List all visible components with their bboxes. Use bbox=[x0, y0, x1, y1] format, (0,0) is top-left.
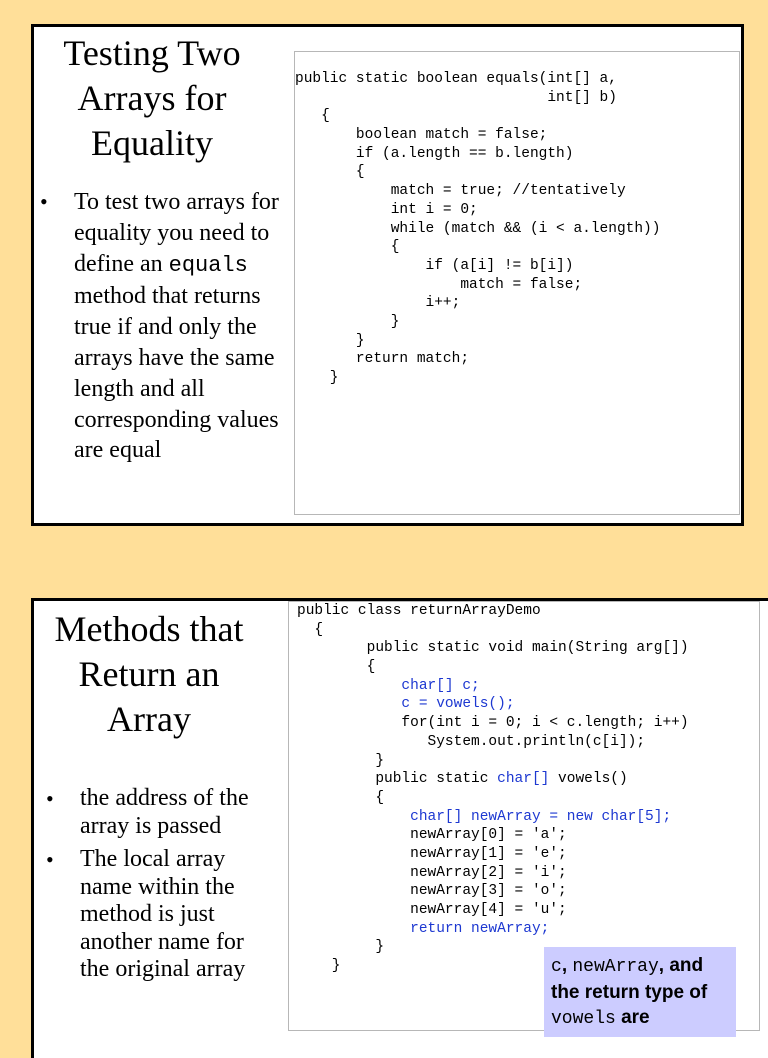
code-line: { bbox=[295, 239, 400, 256]
code-line: } bbox=[295, 313, 400, 330]
slide2-bullet bbox=[46, 785, 251, 840]
code-line: newArray[1] = 'e'; bbox=[297, 845, 567, 862]
code-line: i++; bbox=[295, 295, 461, 312]
slide1-bullet bbox=[40, 187, 292, 466]
code-line: public static boolean equals(int[] a, bbox=[295, 71, 617, 87]
code-line: } bbox=[297, 958, 341, 975]
code-line: int i = 0; bbox=[295, 201, 478, 218]
slide2-title-line2: Return an bbox=[78, 654, 220, 694]
slide1-title-line3: Equality bbox=[91, 123, 213, 163]
code-line: { bbox=[295, 108, 330, 125]
code-line: if (a.length == b.length) bbox=[295, 145, 574, 162]
callout-code-newarray: newArray bbox=[572, 957, 659, 977]
code-line: { bbox=[297, 621, 324, 638]
code-line: if (a[i] != b[i]) bbox=[295, 257, 574, 274]
code-line: newArray[3] = 'o'; bbox=[297, 883, 567, 900]
slide2-title bbox=[36, 607, 262, 742]
bullet-dot-icon: • bbox=[46, 786, 54, 811]
callout-code-c: c bbox=[551, 957, 562, 977]
code-line: return match; bbox=[295, 351, 470, 368]
code-line: } bbox=[295, 332, 365, 349]
code-line: char[] c; bbox=[297, 677, 480, 694]
code-line: { bbox=[295, 164, 365, 181]
code-line: while (match && (i < a.length)) bbox=[295, 220, 661, 237]
bullet-dot-icon: • bbox=[40, 189, 48, 214]
bullet-dot-icon: • bbox=[46, 847, 54, 872]
code-line: newArray[4] = 'u'; bbox=[297, 902, 567, 918]
code-line: char[] newArray = new char[5]; bbox=[297, 808, 672, 825]
slide1-bullet-code: equals bbox=[168, 252, 248, 278]
code-line: newArray[2] = 'i'; bbox=[297, 864, 567, 881]
code-line: public class returnArrayDemo bbox=[297, 603, 541, 619]
slide1-bullet-list bbox=[40, 187, 292, 466]
slide1-title bbox=[38, 31, 266, 166]
code-line: public static char[] vowels() bbox=[297, 771, 628, 788]
slide1-code-block bbox=[295, 70, 660, 388]
slide1-bullet-text-before: To test two arrays for equality you need to define an bbox=[74, 189, 279, 277]
slide1-code-box bbox=[294, 51, 740, 515]
slide2-code-block bbox=[297, 602, 689, 976]
code-line: { bbox=[297, 789, 385, 806]
code-line: public static void main(String arg[]) bbox=[297, 640, 689, 657]
code-line: } bbox=[297, 752, 385, 769]
slide2-bullet-text: The local array name within the method is just another name for the original array bbox=[80, 846, 246, 982]
code-line: for(int i = 0; i < c.length; i++) bbox=[297, 715, 689, 732]
slide-testing-arrays bbox=[31, 24, 744, 526]
code-line: System.out.println(c[i]); bbox=[297, 733, 646, 750]
callout-text1: , and the return type of bbox=[551, 955, 708, 1003]
slide2-title-line3: Array bbox=[107, 699, 191, 739]
code-line: return newArray; bbox=[297, 920, 550, 937]
code-line: match = false; bbox=[295, 276, 583, 293]
code-line: } bbox=[295, 370, 339, 386]
code-line: c = vowels(); bbox=[297, 696, 515, 713]
code-line: { bbox=[297, 659, 376, 676]
slide2-bullet bbox=[46, 846, 251, 984]
slide1-bullet-text-after: method that returns true if and only the arrays have the same length and all corresponding values are equal bbox=[74, 283, 279, 464]
slide1-title-line2: Arrays for bbox=[77, 78, 227, 118]
code-line: } bbox=[297, 939, 385, 956]
code-line: int[] b) bbox=[295, 89, 617, 106]
code-line: newArray[0] = 'a'; bbox=[297, 827, 567, 844]
callout-sep: , bbox=[561, 955, 573, 976]
slide1-title-line1: Testing Two bbox=[63, 33, 241, 73]
slide2-title-line1: Methods that bbox=[54, 609, 244, 649]
code-line: match = true; //tentatively bbox=[295, 183, 626, 200]
code-line: boolean match = false; bbox=[295, 127, 548, 144]
slide2-bullet-text: the address of the array is passed bbox=[80, 785, 249, 839]
slide2-bullet-list bbox=[46, 785, 251, 984]
callout-code-vowels: vowels bbox=[551, 1009, 616, 1029]
callout-text2: are bbox=[615, 1007, 650, 1028]
